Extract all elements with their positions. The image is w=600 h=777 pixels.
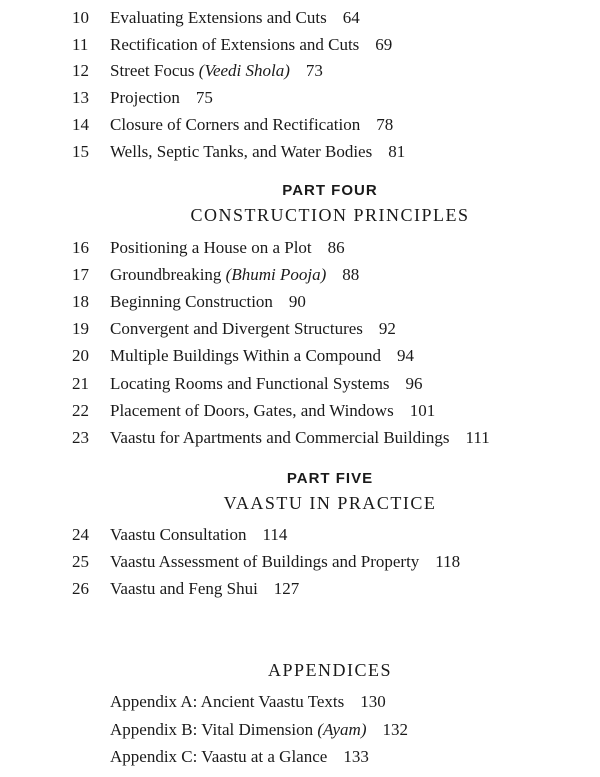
toc-entry — [72, 550, 460, 574]
page-number: 130 — [360, 692, 386, 711]
part-five-title: VAASTU IN PRACTICE — [223, 493, 437, 513]
page-number: 132 — [382, 720, 408, 739]
chapter-number: 10 — [72, 8, 89, 27]
appendix-entry — [110, 690, 386, 714]
page-number: 81 — [388, 142, 406, 161]
chapter-title: Vaastu for Apartments and Commercial Buildings — [110, 428, 450, 447]
chapter-number: 25 — [72, 552, 89, 571]
chapter-number: 20 — [72, 346, 89, 365]
chapter-number: 24 — [72, 525, 89, 544]
chapter-title: Street Focus — [110, 61, 199, 80]
chapter-title: Beginning Construction — [110, 292, 273, 311]
chapter-number: 19 — [72, 319, 89, 338]
chapter-title: Vaastu and Feng Shui — [110, 579, 258, 598]
appendix-title: Appendix A: Ancient Vaastu Texts — [110, 692, 345, 711]
chapter-title: Vaastu Assessment of Buildings and Property — [110, 552, 420, 571]
toc-entry — [72, 399, 435, 423]
toc-entry — [72, 113, 393, 137]
chapter-number: 11 — [72, 35, 89, 54]
page-number: 114 — [262, 525, 288, 544]
toc-entry — [72, 236, 345, 260]
toc-entry — [72, 426, 490, 450]
chapter-number: 17 — [72, 265, 89, 284]
part-five-label: PART FIVE — [286, 470, 374, 487]
page-number: 92 — [378, 319, 396, 338]
toc-entry — [72, 263, 359, 287]
chapter-title: Convergent and Divergent Structures — [110, 319, 363, 338]
toc-entry — [72, 59, 323, 83]
toc-entry — [72, 577, 299, 601]
toc-entry — [72, 290, 306, 314]
chapter-number: 21 — [72, 374, 89, 393]
chapter-title: Groundbreaking — [110, 265, 226, 284]
page-number: 127 — [273, 579, 300, 598]
chapter-title: Projection — [110, 88, 180, 107]
page-number: 133 — [343, 747, 369, 766]
page-number: 101 — [409, 401, 436, 420]
toc-entry — [72, 6, 360, 30]
chapter-number: 13 — [72, 88, 89, 107]
chapter-title: Wells, Septic Tanks, and Water Bodies — [110, 142, 373, 161]
appendix-title-italic: (Ayam) — [317, 720, 367, 739]
chapter-title: Rectification of Extensions and Cuts — [110, 35, 360, 54]
appendix-entry — [110, 745, 369, 769]
appendix-entry — [110, 718, 408, 742]
part-four-label: PART FOUR — [282, 182, 378, 199]
appendix-title: Appendix B: Vital Dimension — [110, 720, 318, 739]
chapter-number: 26 — [72, 579, 89, 598]
page-number: 88 — [342, 265, 360, 284]
page-number: 86 — [327, 238, 345, 257]
toc-entry — [72, 372, 423, 396]
chapter-number: 15 — [72, 142, 89, 161]
page-number: 75 — [195, 88, 213, 107]
toc-entry — [72, 523, 287, 547]
chapter-number: 14 — [72, 115, 89, 134]
page-number: 111 — [465, 428, 490, 447]
page-number: 94 — [397, 346, 415, 365]
page-number: 78 — [376, 115, 394, 134]
chapter-title: Vaastu Consultation — [110, 525, 247, 544]
page-number: 64 — [342, 8, 360, 27]
chapter-title-italic: (Bhumi Pooja) — [225, 265, 327, 284]
part-four-title: CONSTRUCTION PRINCIPLES — [190, 205, 470, 225]
toc-entry — [72, 33, 392, 57]
chapter-title: Positioning a House on a Plot — [110, 238, 312, 257]
page-number: 69 — [375, 35, 393, 54]
page-number: 118 — [435, 552, 461, 571]
chapter-title-italic: (Veedi Shola) — [198, 61, 290, 80]
chapter-number: 18 — [72, 292, 89, 311]
toc-entry — [72, 317, 396, 341]
page-number: 73 — [305, 61, 323, 80]
toc-entry — [72, 344, 414, 368]
chapter-title: Placement of Doors, Gates, and Windows — [110, 401, 394, 420]
page-number: 90 — [288, 292, 306, 311]
chapter-title: Locating Rooms and Functional Systems — [110, 374, 390, 393]
chapter-number: 23 — [72, 428, 89, 447]
chapter-number: 22 — [72, 401, 89, 420]
chapter-number: 16 — [72, 238, 89, 257]
appendices-heading: APPENDICES — [267, 660, 393, 680]
chapter-title: Closure of Corners and Rectification — [110, 115, 361, 134]
page-number: 96 — [405, 374, 423, 393]
chapter-title: Multiple Buildings Within a Compound — [110, 346, 382, 365]
toc-entry — [72, 86, 213, 110]
chapter-number: 12 — [72, 61, 89, 80]
appendix-title: Appendix C: Vaastu at a Glance — [110, 747, 328, 766]
chapter-title: Evaluating Extensions and Cuts — [110, 8, 327, 27]
toc-entry — [72, 140, 405, 164]
